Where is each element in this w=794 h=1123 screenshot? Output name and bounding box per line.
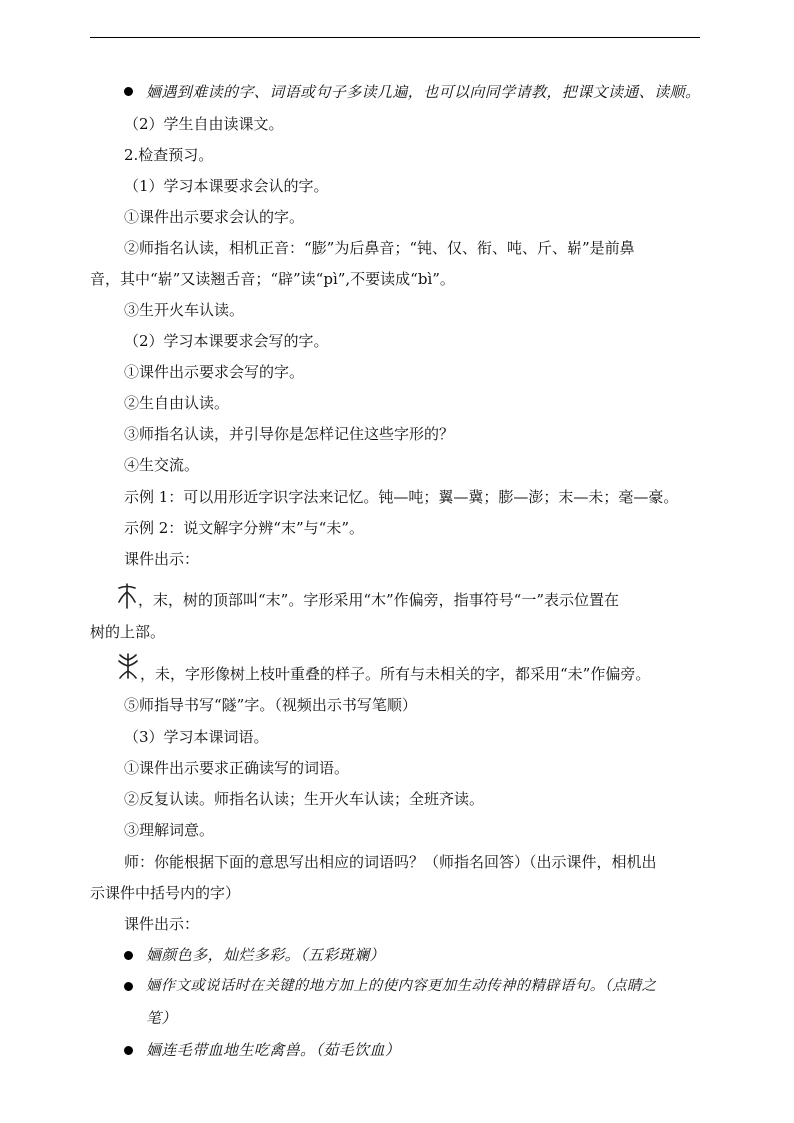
paragraph-line: ⑤师指导书写“隧”字。（视频出示书写笔顺） [124, 696, 417, 714]
bullet-icon [124, 1046, 133, 1055]
paragraph-line: 示例 1：可以用形近字识字法来记忆。钝—吨；翼—冀；膨—澎；末—未；毫—豪。 [124, 488, 679, 506]
paragraph-line: ①课件出示要求会写的字。 [124, 363, 305, 381]
paragraph-line: ③生开火车认读。 [124, 301, 245, 319]
paragraph-line: ③理解词意。 [124, 821, 215, 839]
paragraph-line: ②反复认读。师指名认读；生开火车认读；全班齐读。 [124, 790, 485, 808]
bullet-text: 婳遇到难读的字、词语或句子多读几遍，也可以向同学请教，把课文读通、读顺。 [146, 83, 701, 101]
bullet-icon [124, 982, 133, 991]
paragraph-line: 音，其中“崭”又读翘舌音；“辟”读“pì”,不要读成“bì”。 [90, 270, 455, 288]
paragraph-line: ②生自由认读。 [124, 394, 230, 412]
paragraph-line: 2.检查预习。 [124, 146, 214, 164]
paragraph-line: 树的上部。 [90, 623, 166, 641]
bullet-icon [124, 87, 133, 96]
paragraph-line: ①课件出示要求会认的字。 [124, 208, 305, 226]
paragraph-line: ③师指名认读，并引导你是怎样记住这些字形的？ [124, 425, 455, 443]
paragraph-line: ，末，树的顶部叫“末”。字形采用“木”作偏旁，指事符号“一”表示位置在 [138, 591, 620, 609]
paragraph-line: ①课件出示要求正确读写的词语。 [124, 759, 350, 777]
paragraph-line: 师：你能根据下面的意思写出相应的词语吗？（师指名回答）（出示课件，相机出 [124, 853, 657, 871]
seal-wei-glyph-icon [116, 652, 140, 680]
paragraph-line: （1）学习本课要求会认的字。 [124, 177, 329, 195]
bullet-icon [124, 951, 133, 960]
paragraph-line: ④生交流。 [124, 456, 200, 474]
paragraph-line: 课件出示： [124, 550, 200, 568]
paragraph-line: 课件出示： [124, 915, 200, 933]
bullet-text: 婳作文或说话时在关键的地方加上的使内容更加生动传神的精辟语句。（点睛之 [146, 978, 657, 994]
paragraph-line: （3）学习本课词语。 [124, 728, 269, 746]
paragraph-line: （2）学生自由读课文。 [124, 115, 284, 133]
paragraph-line: （2）学习本课要求会写的字。 [124, 332, 329, 350]
paragraph-line: ，未，字形像树上枝叶重叠的样子。所有与未相关的字，都采用“未”作偏旁。 [140, 665, 651, 683]
paragraph-line: 示课件中括号内的字） [90, 884, 241, 902]
bullet-text: 婳颜色多，灿烂多彩。（五彩斑斓） [146, 946, 385, 964]
bullet-text-continued: 笔） [146, 1009, 177, 1027]
bullet-text: 婳连毛带血地生吃禽兽。（茹毛饮血） [146, 1041, 401, 1059]
header-rule [90, 37, 700, 38]
paragraph-line: 示例 2：说文解字分辨“末”与“未”。 [124, 519, 364, 537]
seal-mo-glyph-icon [116, 582, 138, 610]
paragraph-line: ②师指名认读，相机正音：“膨”为后鼻音；“钝、仅、衔、吨、斤、崭”是前鼻 [124, 239, 635, 257]
